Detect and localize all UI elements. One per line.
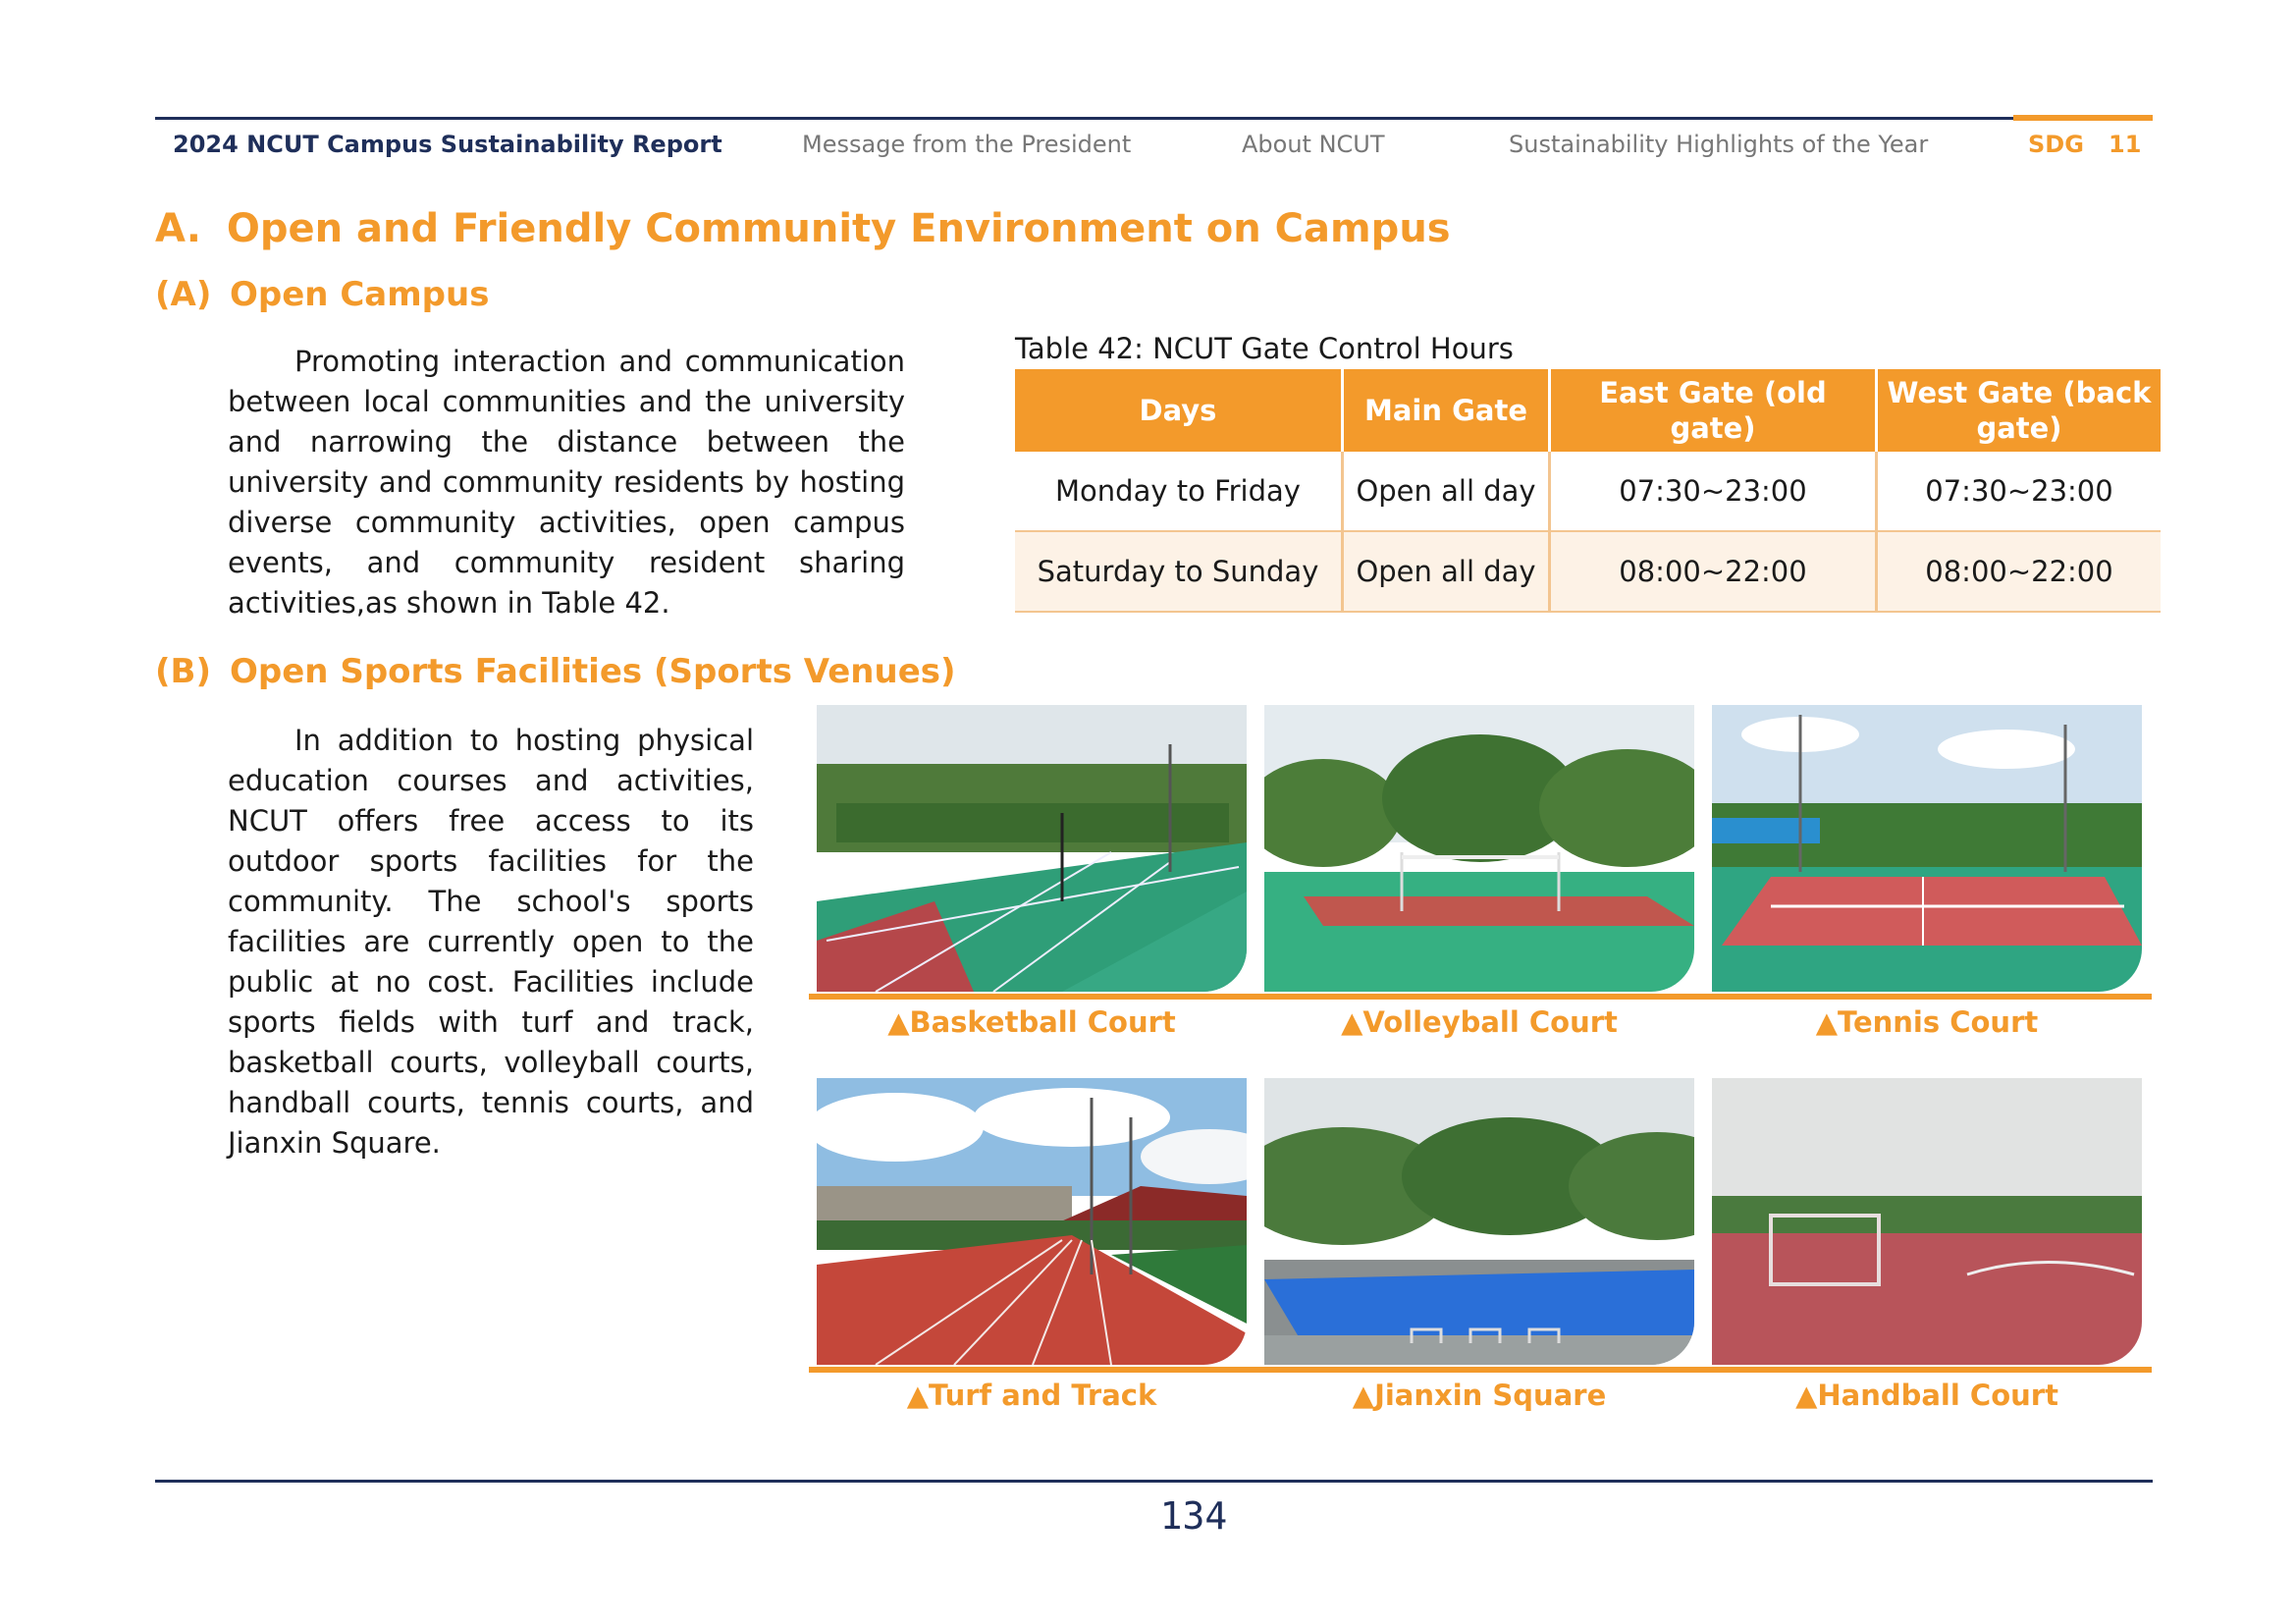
table-cell: Monday to Friday: [1015, 452, 1343, 531]
header-east-gate: East Gate (old gate): [1550, 369, 1877, 452]
header-main-gate: Main Gate: [1343, 369, 1550, 452]
header-accent-rule: [2013, 115, 2153, 121]
sdg-label: SDG: [2028, 131, 2084, 158]
nav-about-ncut[interactable]: About NCUT: [1242, 131, 1385, 158]
table-cell: 08:00~22:00: [1550, 531, 1877, 612]
open-campus-heading: [155, 275, 489, 314]
tennis-court-photo: [1712, 705, 2142, 992]
sdg-number: 11: [2109, 131, 2142, 158]
turf-and-track-photo: [817, 1078, 1247, 1365]
header-days: Days: [1015, 369, 1343, 452]
header-west-gate: West Gate (back gate): [1877, 369, 2162, 452]
volleyball-court-photo: [1264, 705, 1694, 992]
sports-facilities-heading: [155, 652, 956, 691]
report-title: 2024 NCUT Campus Sustainability Report: [173, 131, 722, 158]
photo-row-divider: [809, 1367, 2152, 1373]
header-rule: [155, 117, 2013, 120]
sports-facilities-title: Open Sports Facilities (Sports Venues): [230, 652, 956, 691]
gate-hours-table: [1015, 369, 2161, 613]
basketball-court-photo: [817, 705, 1247, 992]
open-campus-title: Open Campus: [230, 275, 490, 314]
section-a-label: A.: [155, 206, 201, 251]
sports-facilities-paragraph: In addition to hosting physical education courses and activities, NCUT offers free access to its outdoor sports facilities for the community. The school's sports facilities are currently open to the public at no cost. Facilities include sports fields with turf and track, basketball courts, volleyball courts, handball courts, tennis courts, and Jianxin Square.: [228, 724, 754, 1160]
table-cell: Open all day: [1343, 452, 1550, 531]
handball-court-photo: [1712, 1078, 2142, 1365]
basketball-court-caption: ▲Basketball Court: [887, 1005, 1176, 1039]
handball-court-caption: ▲Handball Court: [1795, 1379, 2058, 1412]
table-cell: 08:00~22:00: [1877, 531, 2162, 612]
jianxin-square-caption: ▲Jianxin Square: [1352, 1379, 1607, 1412]
open-campus-paragraph: Promoting interaction and communication between local communities and the university and narrowing the distance between the university and community residents by hosting diverse community activities, open campus events, and community resident sharing activities,as shown in Table 42.: [228, 345, 905, 620]
table-cell: Saturday to Sunday: [1015, 531, 1343, 612]
table-row: [1015, 452, 2161, 531]
nav-message-from-president[interactable]: Message from the President: [802, 131, 1132, 158]
nav-sustainability-highlights[interactable]: Sustainability Highlights of the Year: [1509, 131, 1929, 158]
section-a-heading: [155, 206, 1451, 251]
jianxin-square-photo: [1264, 1078, 1694, 1365]
table-cell: 07:30~23:00: [1550, 452, 1877, 531]
section-a-title: Open and Friendly Community Environment on Campus: [226, 206, 1451, 251]
tennis-court-caption: ▲Tennis Court: [1815, 1005, 2039, 1039]
volleyball-court-caption: ▲Volleyball Court: [1341, 1005, 1618, 1039]
table-cell: 07:30~23:00: [1877, 452, 2162, 531]
footer-rule: [155, 1480, 2153, 1483]
table-header-row: [1015, 369, 2161, 452]
sports-facilities-label: (B): [155, 652, 211, 691]
table-row: [1015, 531, 2161, 612]
photo-row-divider: [809, 994, 2152, 1000]
open-campus-label: (A): [155, 275, 212, 314]
table-cell: Open all day: [1343, 531, 1550, 612]
table-caption: Table 42: NCUT Gate Control Hours: [1015, 332, 1514, 365]
turf-and-track-caption: ▲Turf and Track: [906, 1379, 1157, 1412]
page-number: 134: [1159, 1494, 1228, 1538]
